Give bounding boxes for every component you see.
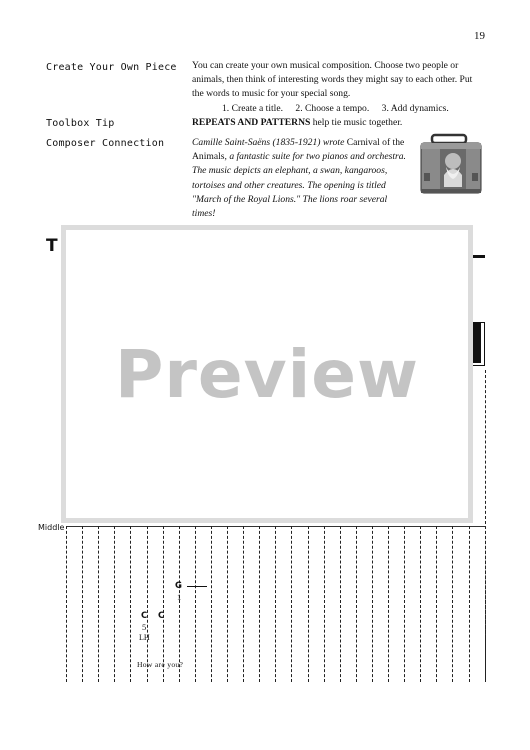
title-line [472, 255, 485, 258]
key-line [275, 526, 276, 682]
key-line [469, 526, 470, 682]
key-line [324, 526, 325, 682]
key-line [404, 526, 405, 682]
toolbox-bold: REPEATS AND PATTERNS [192, 117, 311, 128]
black-key [472, 323, 481, 363]
middle-label: Middle [38, 523, 65, 532]
finger-number: 1 [177, 592, 182, 602]
note-hold-line [187, 586, 207, 587]
key-line [259, 526, 260, 682]
create-heading: Create Your Own Piece [46, 62, 177, 73]
preview-watermark: Preview [114, 335, 420, 413]
key-line [372, 526, 373, 682]
toolbox-composer-image [418, 133, 484, 197]
note-g: G [175, 581, 182, 591]
preview-overlay [61, 225, 473, 523]
toolbox-heading: Toolbox Tip [46, 118, 115, 129]
note-c: C [158, 611, 165, 621]
key-line [243, 526, 244, 682]
key-line [452, 526, 453, 682]
key-line [114, 526, 115, 682]
note-c: C [141, 611, 148, 621]
hand-label: LH [139, 633, 150, 642]
preview-panel [66, 230, 468, 518]
step-dynamics: 3. Add dynamics. [381, 102, 449, 114]
toolbox-body [192, 116, 482, 130]
key-line [308, 526, 309, 682]
composer-part3: , a fantastic suite for two pianos and orchestra. The music depicts an elephant, a swan, kangaroos, tortoises and other creatures. The opening is titled "March of the Royal Lions." The lions roar several times! [192, 151, 406, 220]
key-line [179, 526, 180, 682]
key-line [130, 526, 131, 682]
create-steps [222, 103, 459, 114]
key-line [227, 526, 228, 682]
key-line [82, 526, 83, 682]
key-line [98, 526, 99, 682]
keyboard-grid [66, 526, 486, 682]
key-line [420, 526, 421, 682]
key-line [66, 526, 67, 682]
create-text: You can create your own musical composition. Choose two people or animals, then think of interesting words they might say to each other. Put the words to music for your special song. [192, 60, 473, 100]
key-line [291, 526, 292, 682]
step-tempo: 2. Choose a tempo. [295, 102, 370, 114]
composer-body [192, 136, 410, 221]
key-line [485, 526, 486, 682]
lyric-text: How are you? [137, 660, 184, 669]
step-title: 1. Create a title. [222, 102, 284, 114]
finger-number: 5 [142, 622, 147, 632]
key-line [356, 526, 357, 682]
key-line [147, 526, 148, 682]
key-line [211, 526, 212, 682]
key-line [195, 526, 196, 682]
composer-heading: Composer Connection [46, 138, 165, 149]
key-line [163, 526, 164, 682]
toolbox-rest: help tie music together. [310, 117, 403, 128]
key-line [436, 526, 437, 682]
key-line [340, 526, 341, 682]
create-body [192, 59, 482, 116]
composer-work-title: Carnival of the Animals [192, 137, 405, 163]
page-number: 19 [474, 30, 485, 42]
mini-piano-icon [471, 322, 485, 366]
composer-part1: Camille Saint-Saëns (1835-1921) wrote [192, 137, 347, 148]
key-line [388, 526, 389, 682]
title-letter: T [46, 236, 58, 256]
